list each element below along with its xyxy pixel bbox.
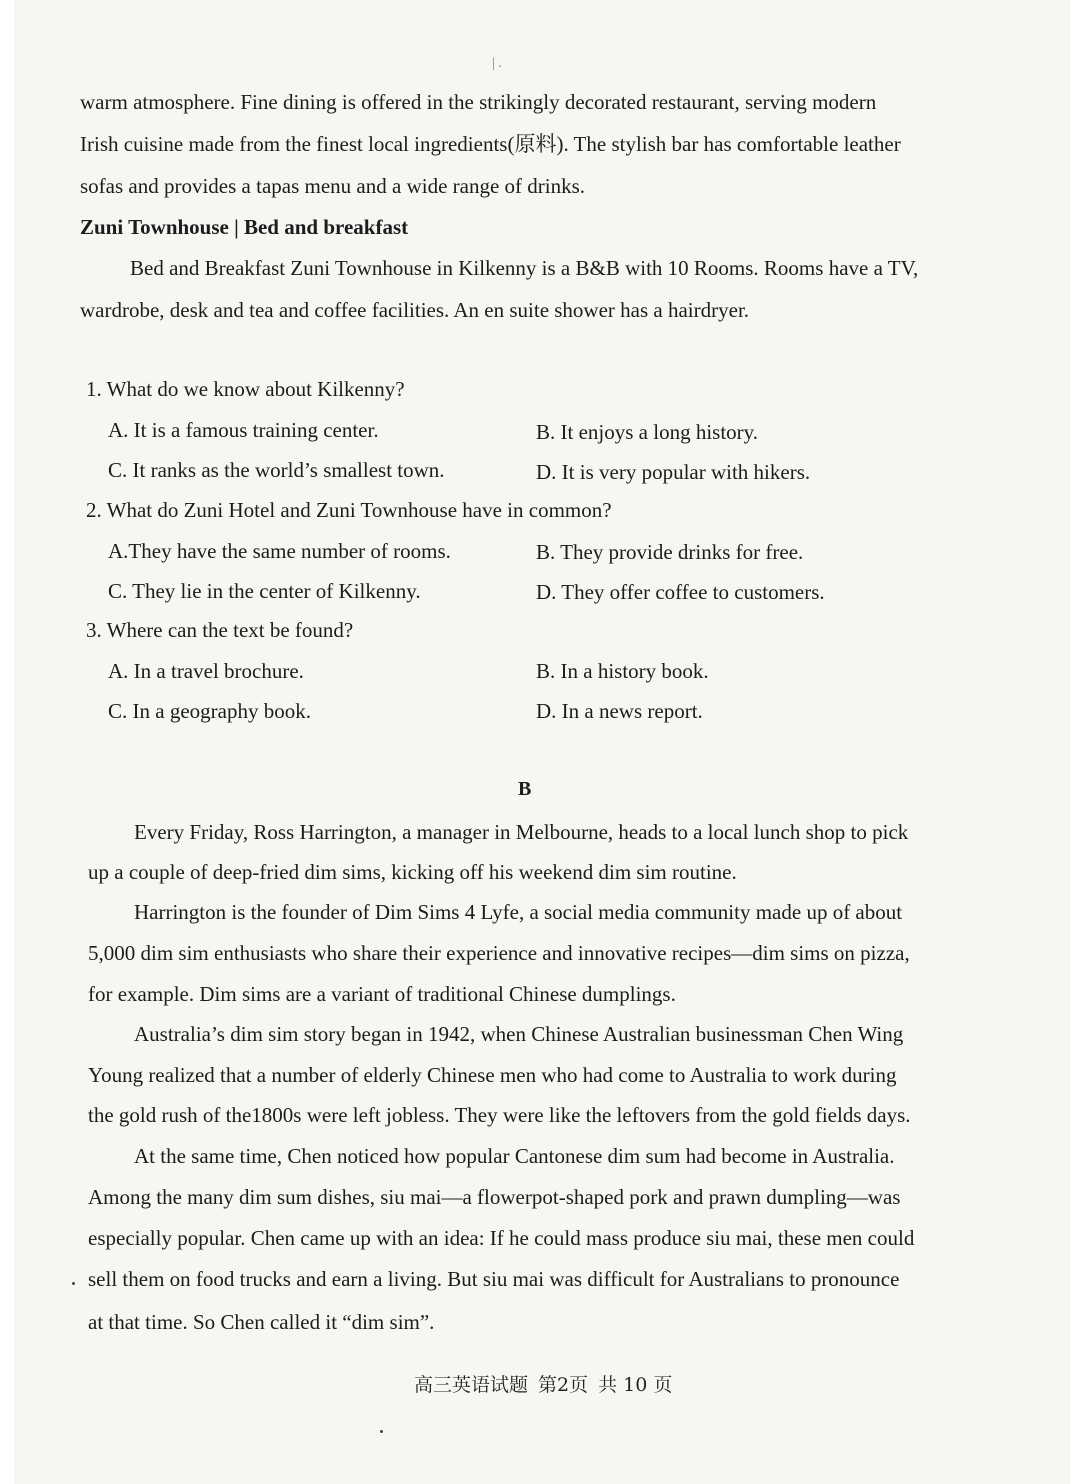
header-mark: | . xyxy=(492,56,502,71)
question-2-option-d: D. They offer coffee to customers. xyxy=(536,580,825,604)
question-3-option-d: D. In a news report. xyxy=(536,699,703,723)
section-b-line: the gold rush of the1800s were left jobless. They were like the leftovers from the gold fields days. xyxy=(88,1103,911,1127)
footer-exam-title: 高三英语试题 xyxy=(414,1374,529,1396)
section-b-line: Among the many dim sum dishes, siu mai—a flowerpot-shaped pork and prawn dumpling—was xyxy=(88,1185,901,1209)
section-b-line: up a couple of deep-fried dim sims, kicking off his weekend dim sim routine. xyxy=(88,860,737,884)
question-3-option-b: B. In a history book. xyxy=(536,659,709,683)
question-2-option-b: B. They provide drinks for free. xyxy=(536,540,804,564)
question-1-option-b: B. It enjoys a long history. xyxy=(536,420,759,444)
footer-page-number: 第2页 xyxy=(538,1374,589,1396)
question-3-stem: 3. Where can the text be found? xyxy=(86,618,354,642)
townhouse-line: wardrobe, desk and tea and coffee facilities. An en suite shower has a hairdryer. xyxy=(80,298,750,322)
question-3-option-a: A. In a travel brochure. xyxy=(108,659,304,683)
section-b-line: sell them on food trucks and earn a living. But siu mai was difficult for Australians to pronounce xyxy=(88,1267,900,1291)
section-b-line: Harrington is the founder of Dim Sims 4 Lyfe, a social media community made up of about xyxy=(134,900,903,924)
townhouse-line: Bed and Breakfast Zuni Townhouse in Kilkenny is a B&B with 10 Rooms. Rooms have a TV, xyxy=(130,256,919,280)
footer-total-pages: 共 10 页 xyxy=(598,1374,673,1396)
section-b-line: Every Friday, Ross Harrington, a manager in Melbourne, heads to a local lunch shop to pick xyxy=(134,820,909,844)
section-b-line: Australia’s dim sim story began in 1942, when Chinese Australian businessman Chen Wing xyxy=(134,1022,904,1046)
section-b-line: At the same time, Chen noticed how popular Cantonese dim sum had become in Australia. xyxy=(134,1144,895,1168)
scan-speck xyxy=(380,1430,383,1433)
question-3-option-c: C. In a geography book. xyxy=(108,699,311,723)
section-b-line: for example. Dim sims are a variant of traditional Chinese dumplings. xyxy=(88,982,676,1006)
question-1-option-d: D. It is very popular with hikers. xyxy=(536,460,811,484)
question-1-stem: 1. What do we know about Kilkenny? xyxy=(86,377,405,401)
section-b-letter: B xyxy=(518,778,532,800)
section-b-line: Young realized that a number of elderly Chinese men who had come to Australia to work during xyxy=(88,1063,897,1087)
passage-a-line: sofas and provides a tapas menu and a wide range of drinks. xyxy=(80,174,586,198)
section-b-line: 5,000 dim sim enthusiasts who share their experience and innovative recipes—dim sims on pizza, xyxy=(88,941,910,965)
question-2-stem: 2. What do Zuni Hotel and Zuni Townhouse have in common? xyxy=(86,498,612,522)
question-1-option-a: A. It is a famous training center. xyxy=(108,418,379,442)
section-b-line: especially popular. Chen came up with an idea: If he could mass produce siu mai, these men could xyxy=(88,1226,915,1250)
townhouse-heading: Zuni Townhouse | Bed and breakfast xyxy=(80,215,409,239)
question-2-option-c: C. They lie in the center of Kilkenny. xyxy=(108,579,421,603)
page-footer xyxy=(414,1370,682,1397)
section-b-line: at that time. So Chen called it “dim sim”. xyxy=(88,1310,435,1334)
passage-a-line: Irish cuisine made from the finest local ingredients(原料). The stylish bar has comfortable leather xyxy=(80,132,901,156)
passage-a-line: warm atmosphere. Fine dining is offered in the strikingly decorated restaurant, serving modern xyxy=(80,90,877,114)
question-1-option-c: C. It ranks as the world’s smallest town. xyxy=(108,458,445,482)
scan-speck xyxy=(72,1282,75,1285)
question-2-option-a: A.They have the same number of rooms. xyxy=(108,539,451,563)
